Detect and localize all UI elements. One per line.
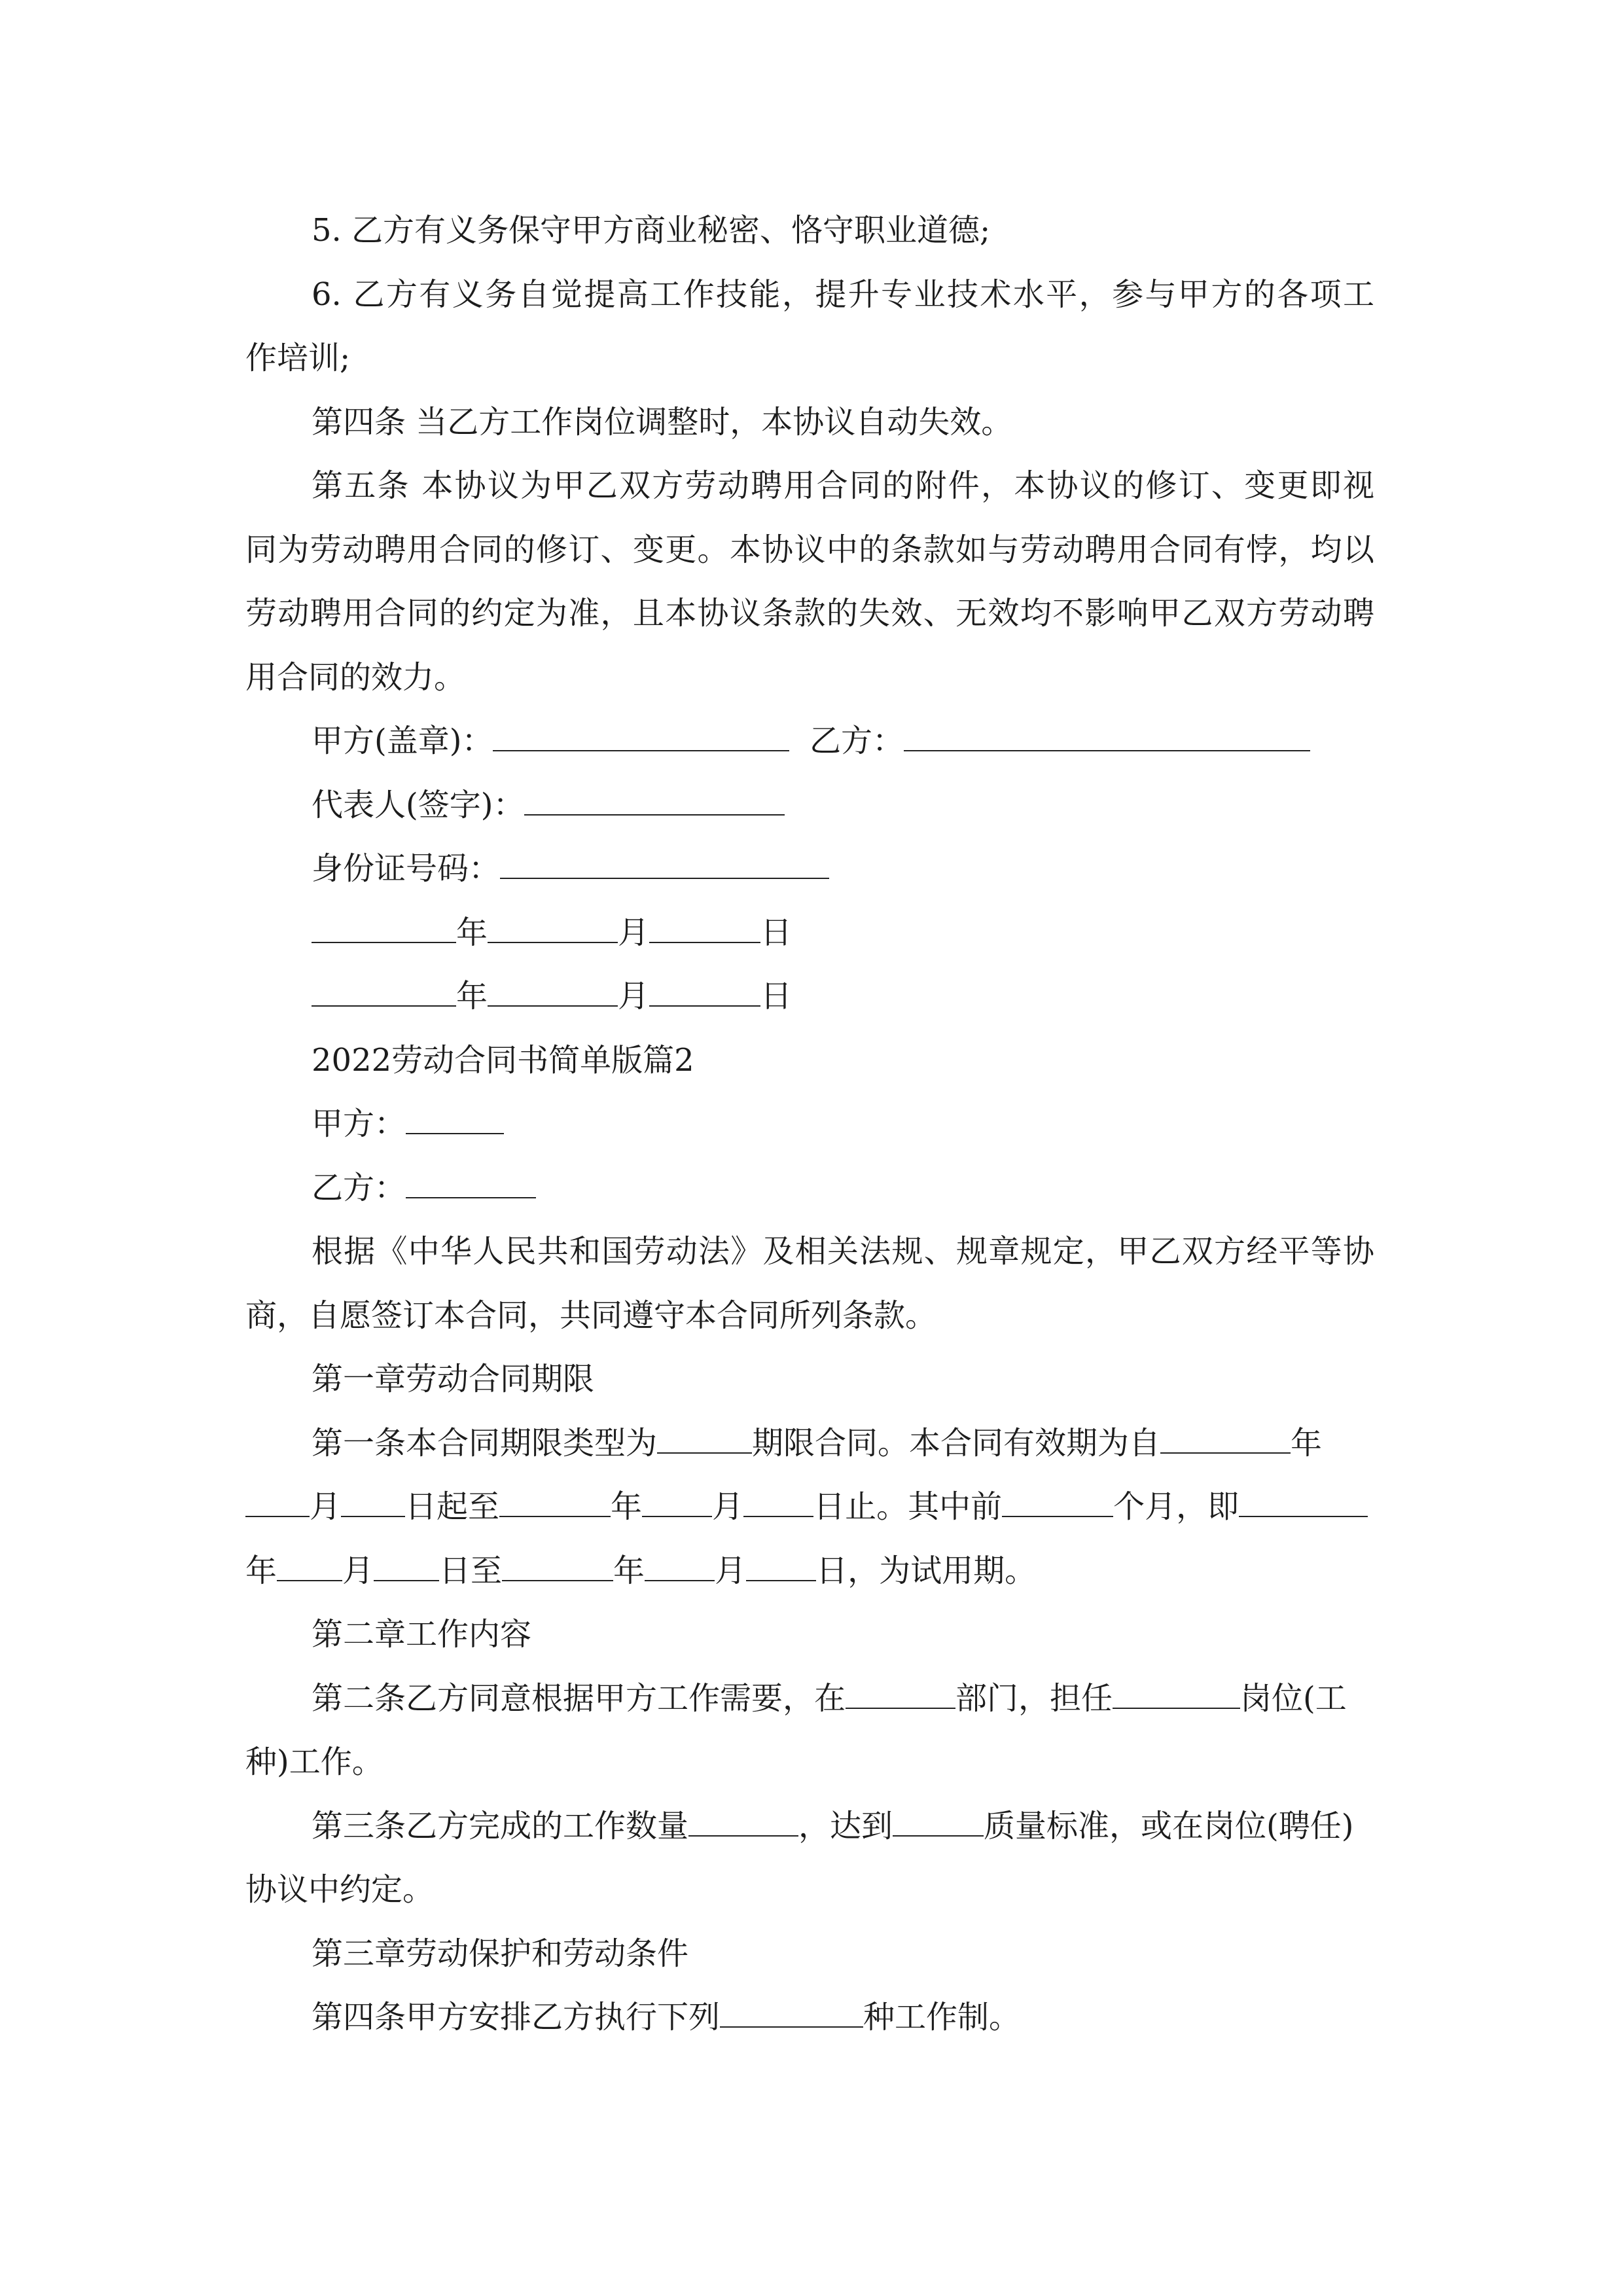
line-text: 部门，担任 xyxy=(955,1679,1113,1717)
line-text: 第四条甲方安排乙方执行下列 xyxy=(312,1999,721,2036)
line-text: 年 xyxy=(1291,1424,1323,1462)
document-line xyxy=(245,1487,1374,1526)
line-text: 用合同的效力。 xyxy=(245,658,466,696)
document-line xyxy=(312,211,1374,250)
line-text: 种工作制。 xyxy=(863,1999,1021,2036)
line-text: 年 xyxy=(245,1552,277,1589)
line-text: 月 xyxy=(712,1488,744,1525)
line-text: 日 xyxy=(760,978,793,1014)
line-text: 2022劳动合同书简单版篇2 xyxy=(312,1041,694,1079)
document-line xyxy=(245,1742,1374,1782)
line-text: 代表人(签字)： xyxy=(312,786,525,823)
line-text: 乙方： xyxy=(789,723,904,759)
document-line xyxy=(245,338,1374,378)
line-text: 乙方： xyxy=(312,1169,406,1206)
document-line xyxy=(312,466,1374,505)
line-text: 期限合同。本合同有效期为自 xyxy=(752,1424,1161,1462)
fill-in-blank xyxy=(493,721,789,751)
fill-in-blank xyxy=(649,977,760,1007)
line-text: 月 xyxy=(715,1552,747,1589)
fill-in-blank xyxy=(488,913,618,943)
line-text: 身份证号码： xyxy=(312,850,501,887)
document-line xyxy=(312,1359,1374,1399)
document-line xyxy=(312,1168,1374,1208)
fill-in-blank xyxy=(743,1487,813,1517)
line-text: 第三条乙方完成的工作数量 xyxy=(312,1807,689,1844)
document-line xyxy=(312,1679,1374,1718)
line-text: 甲方： xyxy=(312,1105,406,1142)
document-line xyxy=(312,721,1374,761)
line-text: 月 xyxy=(342,1552,374,1589)
line-text: 日止。其中前 xyxy=(813,1488,1003,1525)
document-line xyxy=(312,1232,1374,1271)
document-line xyxy=(312,275,1374,314)
line-text: 个月，即 xyxy=(1113,1488,1240,1525)
document-line xyxy=(312,849,1374,888)
line-text: 第一条本合同期限类型为 xyxy=(312,1424,658,1462)
fill-in-blank xyxy=(720,1998,863,2028)
document-line xyxy=(312,913,1374,952)
line-text: 年 xyxy=(456,914,488,951)
line-text: ，达到 xyxy=(798,1807,893,1844)
document-line xyxy=(312,1041,1374,1080)
fill-in-blank xyxy=(524,785,785,816)
fill-in-blank xyxy=(1002,1487,1113,1517)
line-text: 劳动聘用合同的约定为准，且本协议条款的失效、无效均不影响甲乙双方劳动聘 xyxy=(245,595,1374,632)
fill-in-blank xyxy=(499,1487,611,1517)
fill-in-blank xyxy=(500,849,829,879)
fill-in-blank xyxy=(904,721,1310,751)
line-text: 日至 xyxy=(439,1552,503,1589)
line-text: 质量标准，或在岗位(聘任) xyxy=(984,1807,1354,1844)
line-text: 种)工作。 xyxy=(245,1744,383,1780)
line-text: 第三章劳动保护和劳动条件 xyxy=(312,1935,689,1972)
fill-in-blank xyxy=(277,1551,342,1581)
document-line xyxy=(312,403,1374,442)
fill-in-blank xyxy=(649,913,760,943)
fill-in-blank xyxy=(893,1806,984,1837)
line-text: 日起至 xyxy=(405,1488,500,1525)
line-text: 第二条乙方同意根据甲方工作需要，在 xyxy=(312,1679,846,1717)
document-line xyxy=(245,658,1374,697)
fill-in-blank xyxy=(746,1551,816,1581)
line-text: 月 xyxy=(618,978,650,1014)
line-text: 月 xyxy=(310,1488,342,1525)
document-line xyxy=(312,1998,1374,2037)
document-line xyxy=(312,1424,1374,1463)
line-text: 协议中约定。 xyxy=(245,1871,435,1908)
fill-in-blank xyxy=(406,1168,536,1198)
fill-in-blank xyxy=(312,913,456,943)
fill-in-blank xyxy=(1160,1424,1291,1454)
fill-in-blank xyxy=(846,1679,955,1709)
line-text: 根据《中华人民共和国劳动法》及相关法规、规章规定，甲乙双方经平等协 xyxy=(312,1233,1374,1270)
line-text: 第二章工作内容 xyxy=(312,1616,532,1653)
line-text: 年 xyxy=(611,1488,643,1525)
document-line xyxy=(312,1615,1374,1654)
line-text: 年 xyxy=(613,1552,645,1589)
fill-in-blank xyxy=(488,977,618,1007)
fill-in-blank xyxy=(645,1551,715,1581)
line-text: 第四条 当乙方工作岗位调整时，本协议自动失效。 xyxy=(312,403,1013,440)
line-text: 5. 乙方有义务保守甲方商业秘密、恪守职业道德; xyxy=(312,212,991,249)
line-text: 同为劳动聘用合同的修订、变更。本协议中的条款如与劳动聘用合同有悖，均以 xyxy=(245,531,1374,568)
line-text: 日，为试用期。 xyxy=(816,1552,1037,1589)
fill-in-blank xyxy=(245,1487,310,1517)
fill-in-blank xyxy=(642,1487,712,1517)
line-text: 日 xyxy=(760,914,793,951)
line-text: 商，自愿签订本合同，共同遵守本合同所列条款。 xyxy=(245,1297,937,1334)
fill-in-blank xyxy=(406,1104,504,1134)
line-text: 月 xyxy=(618,914,650,951)
document-line xyxy=(312,785,1374,825)
document-line xyxy=(312,977,1374,1016)
document-line xyxy=(245,1551,1374,1590)
document-line xyxy=(312,1934,1374,1973)
document-line xyxy=(312,1806,1374,1846)
line-text: 第五条 本协议为甲乙双方劳动聘用合同的附件，本协议的修订、变更即视 xyxy=(312,467,1374,504)
line-text: 甲方(盖章)： xyxy=(312,723,493,759)
line-text: 第一章劳动合同期限 xyxy=(312,1361,595,1397)
fill-in-blank xyxy=(341,1487,405,1517)
fill-in-blank xyxy=(374,1551,439,1581)
line-text: 岗位(工 xyxy=(1240,1679,1347,1717)
fill-in-blank xyxy=(1239,1487,1368,1517)
line-text: 年 xyxy=(456,978,488,1014)
fill-in-blank xyxy=(502,1551,613,1581)
document-line xyxy=(245,530,1374,569)
fill-in-blank xyxy=(657,1424,752,1454)
fill-in-blank xyxy=(312,977,456,1007)
document-line xyxy=(245,594,1374,633)
document-line xyxy=(245,1870,1374,1909)
fill-in-blank xyxy=(1113,1679,1240,1709)
line-text: 6. 乙方有义务自觉提高工作技能，提升专业技术水平，参与甲方的各项工 xyxy=(312,276,1374,313)
line-text: 作培训; xyxy=(245,340,351,376)
document-line xyxy=(312,1104,1374,1143)
fill-in-blank xyxy=(688,1806,798,1837)
document-line xyxy=(245,1296,1374,1335)
